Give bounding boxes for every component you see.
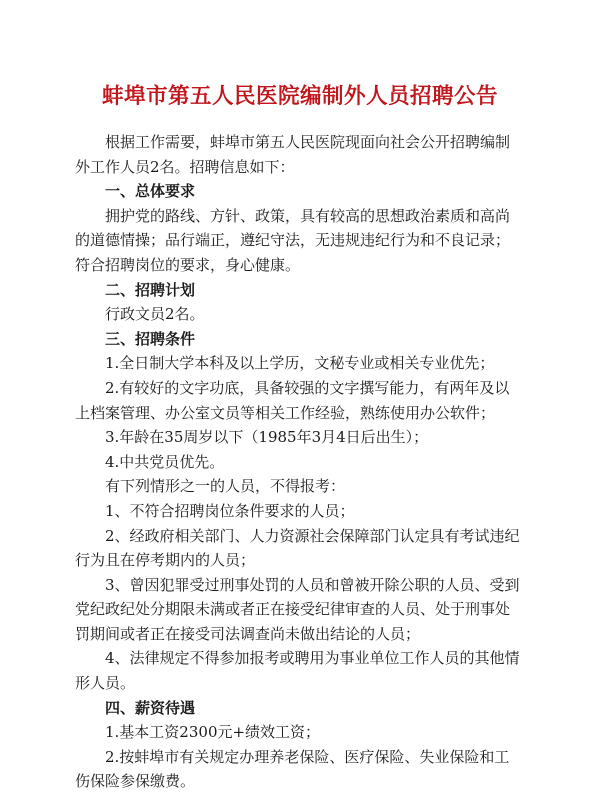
paragraph-line: 4、法律规定不得参加报考或聘用为事业单位工作人员的其他情 xyxy=(105,649,520,668)
paragraph-line: 2.有较好的文字功底，具备较强的文字撰写能力，有两年及以 xyxy=(105,378,510,397)
paragraph-line: 3.年龄在35周岁以下（1985年3月4日后出生）； xyxy=(105,428,429,447)
paragraph-line: 上档案管理、办公室文员等相关工作经验，熟练使用办公软件； xyxy=(75,403,496,422)
paragraph-line: 1.全日制大学本科及以上学历，文秘专业或相关专业优先； xyxy=(105,354,495,373)
paragraph-line: 形人员。 xyxy=(75,674,136,693)
section-heading-conditions: 三、招聘条件 xyxy=(105,329,196,348)
paragraph-line: 符合招聘岗位的要求，身心健康。 xyxy=(75,255,301,274)
paragraph-line: 伤保险参保缴费。 xyxy=(75,772,196,791)
paragraph-line: 有下列情形之一的人员，不得报考： xyxy=(105,477,346,496)
section-heading-salary: 四、薪资待遇 xyxy=(105,698,196,717)
paragraph-line: 1.基本工资2300元+绩效工资； xyxy=(105,723,321,742)
paragraph-line: 行为且在停考期内的人员； xyxy=(75,551,256,570)
paragraph-line: 2.按蚌埠市有关规定办理养老保险、医疗保险、失业保险和工 xyxy=(105,747,510,766)
paragraph-line: 党纪政纪处分期限未满或者正在接受纪律审查的人员、处于刑事处 xyxy=(75,600,511,619)
notice-title: 蚌埠市第五人民医院编制外人员招聘公告 xyxy=(101,84,498,109)
intro-line: 根据工作需要，蚌埠市第五人民医院现面向社会公开招聘编制 xyxy=(105,133,511,151)
paragraph-line: 行政文员2名。 xyxy=(105,305,205,324)
notice-body xyxy=(75,130,545,794)
paragraph-line: 2、经政府相关部门、人力资源社会保障部门认定具有考试违纪 xyxy=(105,526,520,545)
paragraph-line: 3、曾因犯罪受过刑事处罚的人员和曾被开除公职的人员、受到 xyxy=(105,575,520,594)
paragraph-line: 罚期间或者正在接受司法调查尚未做出结论的人员； xyxy=(75,624,421,643)
section-heading-plan: 二、招聘计划 xyxy=(105,280,196,299)
paragraph-line: 1、不符合招聘岗位条件要求的人员； xyxy=(105,501,355,520)
paragraph-line: 拥护党的路线、方针、政策，具有较高的思想政治素质和高尚 xyxy=(105,206,511,225)
section-heading-general: 一、总体要求 xyxy=(105,182,196,201)
intro-line: 外工作人员2名。招聘信息如下： xyxy=(75,157,295,176)
paragraph-line: 4.中共党员优先。 xyxy=(105,452,225,471)
paragraph-line: 的道德情操；品行端正，遵纪守法，无违规违纪行为和不良记录； xyxy=(75,231,511,250)
